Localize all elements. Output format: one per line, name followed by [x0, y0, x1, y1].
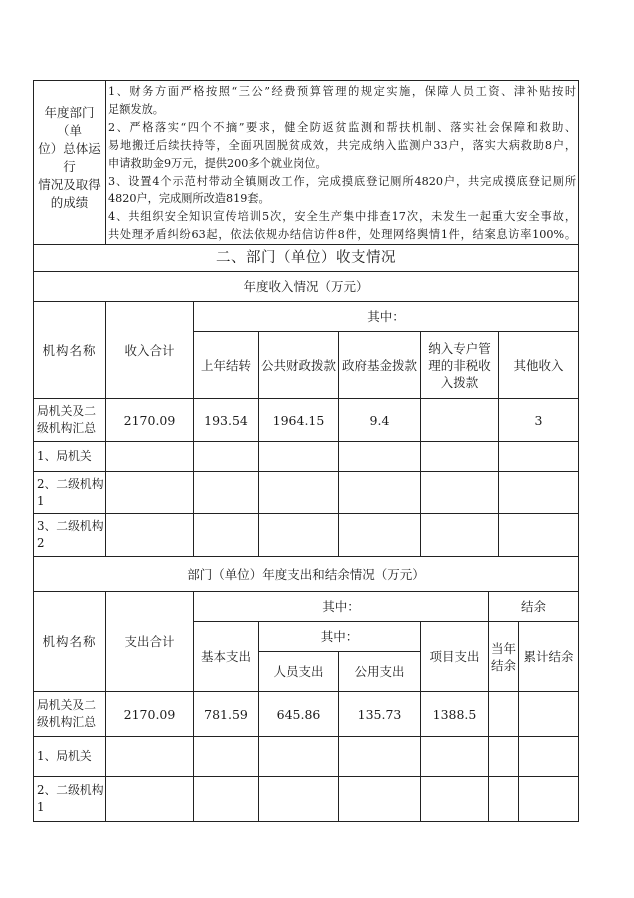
expenditure-basic-cell: [194, 737, 259, 777]
table-row: [34, 777, 579, 822]
summary-label-line: 的成绩: [50, 194, 89, 210]
summary-line: 4820户，完成厕所改造819套。: [108, 192, 270, 206]
summary-label-line: 情况及取得: [38, 176, 101, 192]
summary-line: 足额发放。: [108, 102, 164, 116]
income-org-cell: 3、二级机构2: [34, 514, 106, 557]
income-total-cell: 2170.09: [106, 399, 194, 442]
table-row: [34, 442, 579, 472]
expenditure-title-row: [34, 557, 579, 592]
expenditure-public-use-cell: 135.73: [339, 692, 421, 737]
income-non-tax-cell: [421, 442, 499, 472]
income-non-tax-cell: [421, 472, 499, 514]
section-title: 二、部门（单位）收支情况: [34, 245, 579, 272]
summary-line: 1、财务方面严格按照“三公”经费预算管理的规定实施，保障人员工资、津补贴按时: [108, 85, 577, 98]
expenditure-cumulative-balance-cell: [519, 737, 579, 777]
expenditure-header-org: 机构名称: [34, 592, 106, 692]
income-carryover-cell: [194, 472, 259, 514]
income-gov-fund-cell: [339, 514, 421, 557]
summary-line: 共处理矛盾纠纷63起，依法依规办结信访件8件，处理网络舆情1件，结案息访率100%。: [108, 228, 577, 242]
income-total-cell: [106, 442, 194, 472]
income-public-finance-cell: [259, 472, 339, 514]
expenditure-org-cell: 2、二级机构1: [34, 777, 106, 822]
income-header-of-which: 其中：: [194, 302, 579, 332]
expenditure-project-cell: 1388.5: [421, 692, 489, 737]
income-header-public-finance: 公共财政拨款: [259, 332, 339, 399]
income-public-finance-cell: [259, 442, 339, 472]
table-row: [34, 399, 579, 442]
expenditure-org-cell: 局机关及二级机构汇总: [34, 692, 106, 737]
summary-row: [34, 81, 579, 245]
expenditure-project-cell: [421, 777, 489, 822]
income-non-tax-cell: [421, 399, 499, 442]
table-row: [34, 514, 579, 557]
income-header-total: 收入合计: [106, 302, 194, 399]
expenditure-personnel-cell: 645.86: [259, 692, 339, 737]
expenditure-header-basic-of-which: 其中：: [259, 622, 421, 652]
expenditure-header-balance: 结余: [489, 592, 579, 622]
expenditure-header-project: 项目支出: [421, 622, 489, 692]
income-public-finance-cell: [259, 514, 339, 557]
income-org-cell: 局机关及二级机构汇总: [34, 399, 106, 442]
income-header-gov-fund: 政府基金拨款: [339, 332, 421, 399]
expenditure-header-cumulative-balance: 累计结余: [519, 622, 579, 692]
income-carryover-cell: 193.54: [194, 399, 259, 442]
income-other-cell: [499, 472, 579, 514]
expenditure-current-balance-cell: [489, 692, 519, 737]
expenditure-basic-cell: 781.59: [194, 692, 259, 737]
summary-label-cell: [34, 81, 106, 245]
income-other-cell: [499, 442, 579, 472]
table-row: [34, 737, 579, 777]
expenditure-personnel-cell: [259, 737, 339, 777]
summary-line: 3、设置4个示范村带动全镇厕改工作，完成摸底登记厕所4820户，共完成摸底登记厕所: [108, 174, 577, 188]
expenditure-cumulative-balance-cell: [519, 692, 579, 737]
income-header-row: [34, 302, 579, 332]
income-table: [33, 80, 579, 557]
income-carryover-cell: [194, 514, 259, 557]
income-title: 年度收入情况（万元）: [34, 272, 579, 302]
expenditure-total-cell: 2170.09: [106, 692, 194, 737]
table-row: [34, 692, 579, 737]
expenditure-public-use-cell: [339, 737, 421, 777]
summary-line: 2、严格落实“四个不摘”要求，健全防返贫监测和帮扶机制、落实社会保障和救助、: [108, 120, 577, 134]
expenditure-current-balance-cell: [489, 737, 519, 777]
expenditure-header-personnel: 人员支出: [259, 652, 339, 692]
expenditure-total-cell: [106, 777, 194, 822]
expenditure-title: 部门（单位）年度支出和结余情况（万元）: [34, 557, 579, 592]
income-org-cell: 2、二级机构1: [34, 472, 106, 514]
expenditure-header-public-use: 公用支出: [339, 652, 421, 692]
summary-line: 易地搬迁后续扶持等，全面巩固脱贫成效，共完成纳入监测户33户，落实大病救助8户，: [108, 138, 577, 152]
expenditure-total-cell: [106, 737, 194, 777]
income-header-org: 机构名称: [34, 302, 106, 399]
income-other-cell: 3: [499, 399, 579, 442]
expenditure-cumulative-balance-cell: [519, 777, 579, 822]
income-other-cell: [499, 514, 579, 557]
income-gov-fund-cell: 9.4: [339, 399, 421, 442]
summary-label-line: 位）总体运行: [38, 140, 101, 174]
expenditure-project-cell: [421, 737, 489, 777]
income-org-cell: 1、局机关: [34, 442, 106, 472]
income-total-cell: [106, 472, 194, 514]
income-header-other: 其他收入: [499, 332, 579, 399]
summary-body-cell: [106, 81, 579, 245]
income-header-non-tax: 纳入专户管理的非税收入拨款: [421, 332, 499, 399]
summary-line: 4、共组织安全知识宣传培训5次，安全生产集中排查17次，未发生一起重大安全事故，: [108, 210, 577, 224]
expenditure-personnel-cell: [259, 777, 339, 822]
expenditure-header-basic: 基本支出: [194, 622, 259, 692]
income-public-finance-cell: 1964.15: [259, 399, 339, 442]
expenditure-header-of-which: 其中：: [194, 592, 489, 622]
income-header-carryover: 上年结转: [194, 332, 259, 399]
income-gov-fund-cell: [339, 472, 421, 514]
report-page: [33, 80, 578, 822]
expenditure-header-row: [34, 592, 579, 622]
section-title-row: [34, 245, 579, 272]
expenditure-org-cell: 1、局机关: [34, 737, 106, 777]
income-non-tax-cell: [421, 514, 499, 557]
income-gov-fund-cell: [339, 442, 421, 472]
table-row: [34, 472, 579, 514]
expenditure-header-current-balance: 当年结余: [489, 622, 519, 692]
expenditure-header-total: 支出合计: [106, 592, 194, 692]
income-total-cell: [106, 514, 194, 557]
expenditure-current-balance-cell: [489, 777, 519, 822]
summary-label-line: 年度部门（单: [44, 104, 95, 138]
summary-line: 申请救助金9万元，提供200多个就业岗位。: [108, 156, 327, 170]
expenditure-table: [33, 556, 579, 822]
income-title-row: [34, 272, 579, 302]
expenditure-public-use-cell: [339, 777, 421, 822]
income-carryover-cell: [194, 442, 259, 472]
expenditure-basic-cell: [194, 777, 259, 822]
